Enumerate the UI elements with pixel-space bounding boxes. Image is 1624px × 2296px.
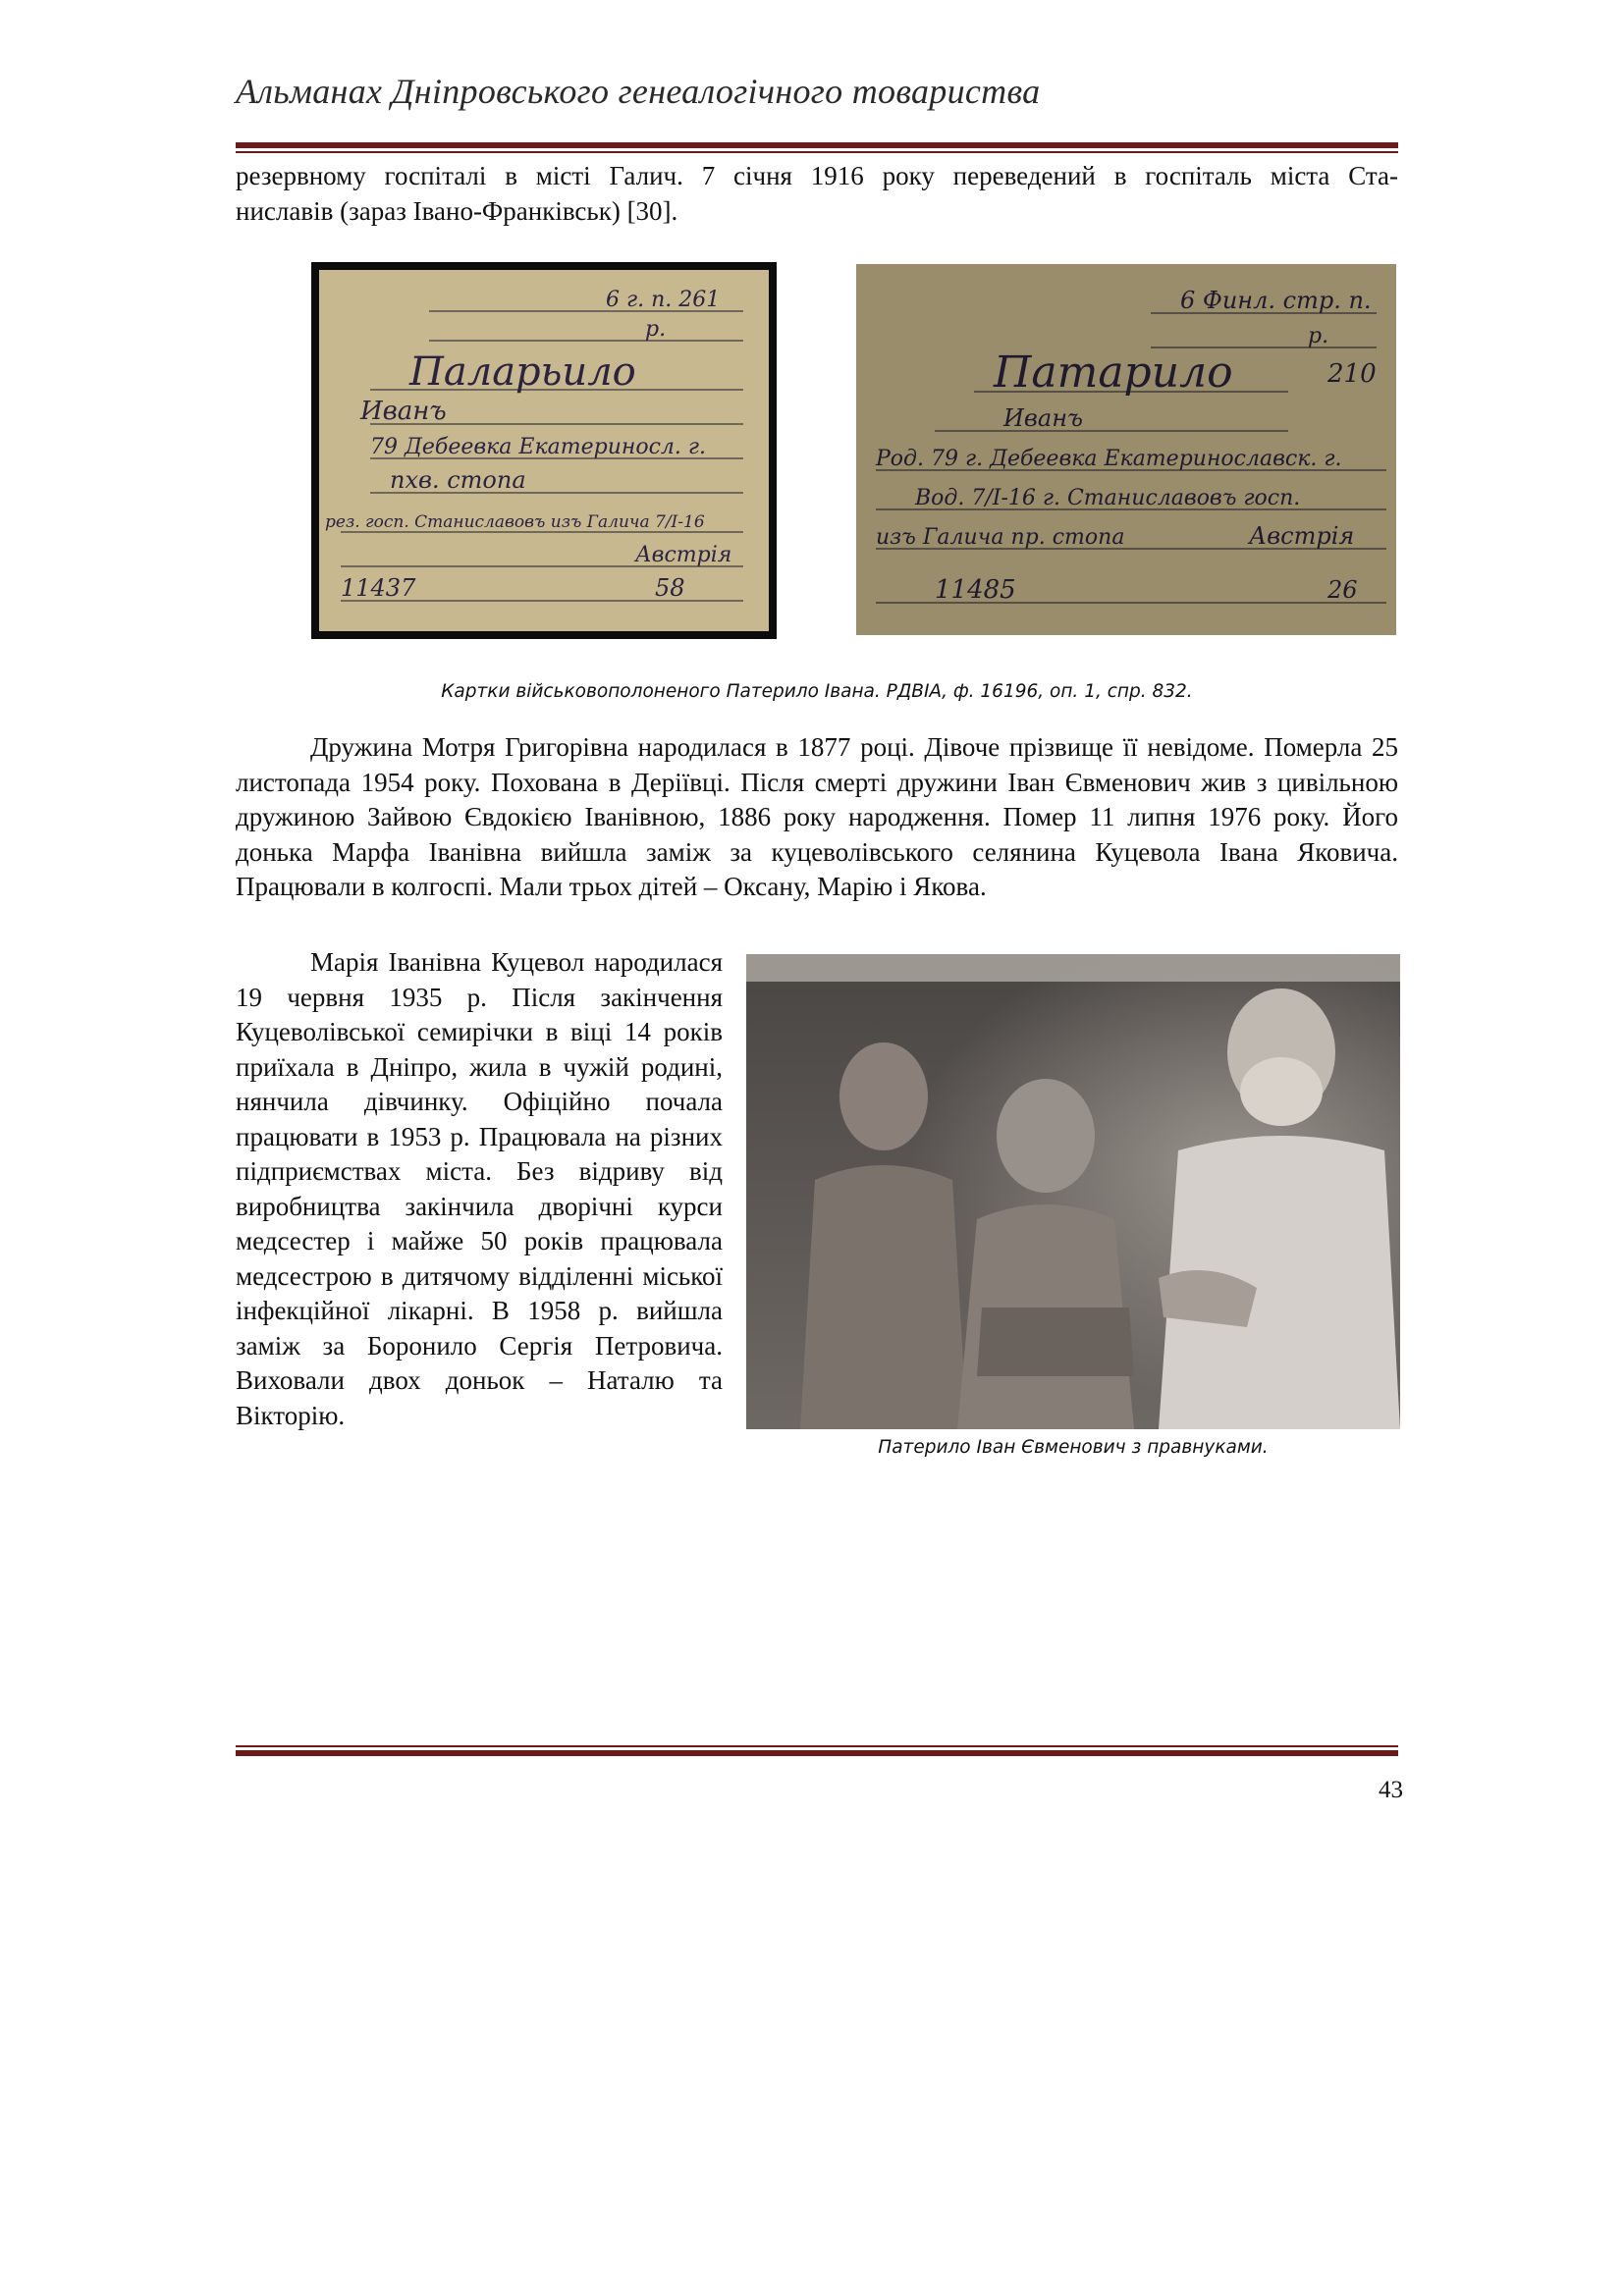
- cards-caption: Картки військовополоненого Патерило Івана. РДВІА, ф. 16196, оп. 1, спр. 832.: [441, 681, 1193, 702]
- right-card-country: Австрія: [1249, 522, 1355, 550]
- right-card-birth: Род. 79 г. Дебеевка Екатеринославск. г.: [876, 447, 1342, 471]
- pow-card-right: [856, 264, 1396, 635]
- pow-card-left-image: [311, 262, 777, 639]
- intro-text: [236, 159, 1398, 229]
- right-card-name: Иванъ: [1003, 404, 1084, 432]
- family-photo: [746, 954, 1400, 1429]
- right-card-code-side: 210: [1327, 359, 1377, 389]
- wife-paragraph: Дружина Мотря Григорівна народилася в 1877 році. Дівоче прізвище її невідоме. Померла 25 листопада 1954 року. Похована в Деріївці. Після смерті дружини Іван Євменович жив з цивільною дружиною Зайвою Євдокією Іванівною, 1886 року народження. Помер 11 липня 1976 року. Його донька Марфа Іванівна вийшла заміж за куцеволівського селянина Куцевола Івана Яковича. Працювали в колгоспі. Мали трьох дітей – Оксану, Марію і Якова.: [236, 732, 1398, 901]
- left-card-country: Австрія: [635, 543, 732, 567]
- intro-line-2: ниславів (зараз Івано-Франківськ) [30].: [236, 195, 678, 226]
- left-card-unit2: пхв. стопа: [390, 466, 526, 494]
- footer-rule: [236, 1745, 1398, 1756]
- left-card-surname: Паларьило: [409, 349, 636, 395]
- left-card-number: 11437: [341, 574, 416, 602]
- left-card-hospital: рез. госп. Станиславовъ изъ Галича 7/I-16: [325, 512, 705, 532]
- right-card-from: изъ Галича пр. стопа: [876, 525, 1125, 550]
- page-number: 43: [1379, 1777, 1403, 1803]
- left-card-name: Иванъ: [360, 397, 447, 426]
- almanac-title: Альманах Дніпровського генеалогічного товариства: [236, 72, 1041, 111]
- maria-paragraph: Марія Іванівна Куцевол народилася 19 червня 1935 р. Після закінчення Куцеволівської семирічки в віці 14 років приїхала в Дніпро, жила в чужій родині, нянчила дівчинку. Офіційно почала працювати в 1953 р. Працювала на різних підприємствах міста. Без відриву від виробництва закінчила дворічні курси медсестер і майже 50 років працювала медсестрою в дитячому відділенні міської інфекційної лікарні. В 1958 р. вийшла заміж за Боронило Сергія Петровича. Виховали двох доньок – Наталю та Вікторію.: [236, 947, 723, 1430]
- family-photo-image: [746, 954, 1400, 1429]
- right-card-code: 26: [1327, 576, 1358, 604]
- left-card-rank: р.: [645, 317, 667, 342]
- right-card-rank: р.: [1308, 324, 1329, 348]
- pow-card-left: [311, 262, 777, 639]
- left-card-code: 58: [655, 574, 685, 602]
- intro-line-1: резервному госпіталі в місті Галич. 7 січня 1916 року переведений в госпіталь міста Ста-: [236, 161, 1398, 190]
- right-card-unit: 6 Финл. стр. п.: [1180, 287, 1372, 314]
- left-card-birth: 79 Дебеевка Екатериносл. г.: [370, 435, 707, 459]
- header-rule: [236, 142, 1398, 153]
- right-card-hospital: Вод. 7/I-16 г. Станиславовъ госп.: [915, 486, 1301, 510]
- left-card-unit: 6 г. п. 261: [606, 288, 721, 312]
- pow-card-right-image: [856, 264, 1396, 635]
- right-card-number: 11485: [935, 575, 1016, 605]
- right-card-surname: Патарило: [994, 347, 1233, 398]
- photo-caption: Патерило Іван Євменович з правнуками.: [878, 1437, 1269, 1458]
